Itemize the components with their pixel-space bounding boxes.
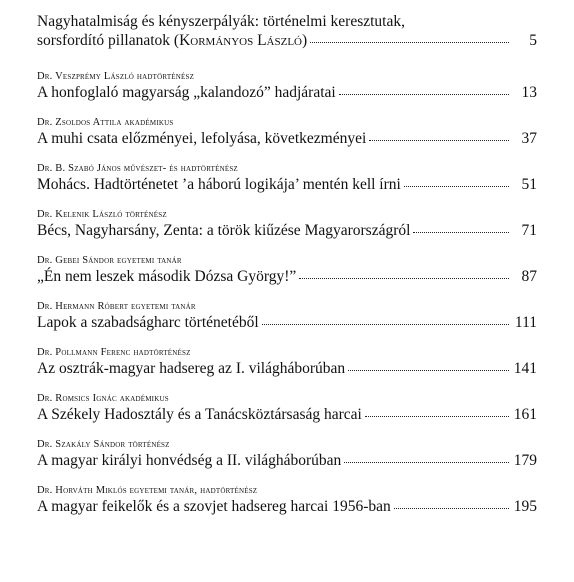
- dot-leader: [365, 416, 509, 417]
- toc-entry: [37, 208, 537, 240]
- entry-line: [37, 405, 537, 424]
- entry-line: [37, 267, 537, 286]
- entry-author: Dr. Zsoldos Attila akadémikus: [37, 117, 174, 128]
- entry-title: „Én nem leszek második Dózsa György!”: [37, 268, 297, 285]
- entry-line: [37, 451, 537, 470]
- entry-line: [37, 497, 537, 516]
- toc-entry: [37, 162, 537, 194]
- dot-leader: [339, 94, 509, 95]
- entry-page-number: 111: [514, 314, 537, 331]
- entry-page-number: 5: [529, 32, 537, 49]
- entry-line: [37, 359, 537, 378]
- entry-title: sorsfordító pillanatok (Kormányos László): [37, 32, 308, 49]
- toc-entry: [37, 300, 537, 332]
- entry-author: Dr. Pollmann Ferenc hadtörténész: [37, 347, 191, 358]
- entry-line: [37, 83, 537, 102]
- toc-entry: [37, 70, 537, 102]
- entry-line: [37, 129, 537, 148]
- entry-page-number: 51: [521, 176, 537, 193]
- entry-title: Bécs, Nagyharsány, Zenta: a török kiűzése Magyarországról: [37, 222, 411, 239]
- dot-leader: [394, 508, 509, 509]
- dot-leader: [413, 232, 509, 233]
- entry-title: Lapok a szabadságharc történetéből: [37, 314, 259, 331]
- dot-leader: [299, 278, 509, 279]
- table-of-contents: [37, 12, 537, 530]
- toc-entry: [37, 484, 537, 516]
- dot-leader: [369, 140, 509, 141]
- entry-author: Dr. Romsics Ignác akadémikus: [37, 393, 169, 404]
- entry-author: Dr. Kelenik László történész: [37, 209, 167, 220]
- entry-page-number: 161: [513, 406, 537, 423]
- entry-author: Dr. Hermann Róbert egyetemi tanár: [37, 301, 196, 312]
- entry-page-number: 195: [513, 498, 537, 515]
- entry-line: [37, 313, 537, 332]
- entry-author: Dr. Szakály Sándor történész: [37, 439, 170, 450]
- entry-title: A muhi csata előzményei, lefolyása, következményei: [37, 130, 367, 147]
- entry-title: A magyar királyi honvédség a II. világháborúban: [37, 452, 342, 469]
- toc-entry: [37, 438, 537, 470]
- toc-entry: [37, 254, 537, 286]
- entry-line: [37, 175, 537, 194]
- entry-title: Mohács. Hadtörténetet ’a háború logikája’ mentén kell írni: [37, 176, 401, 193]
- dot-leader: [344, 462, 509, 463]
- entry-title: A honfoglaló magyarság „kalandozó” hadjáratai: [37, 84, 336, 101]
- entry-title-line-1: Nagyhatalmiság és kényszerpályák: történelmi keresztutak,: [37, 13, 405, 30]
- entry-page-number: 13: [521, 84, 537, 101]
- entry-page-number: 87: [521, 268, 537, 285]
- entry-page-number: 141: [513, 360, 537, 377]
- entry-author: Dr. Gebei Sándor egyetemi tanár: [37, 255, 182, 266]
- entry-page-number: 179: [513, 452, 537, 469]
- toc-entry: [37, 346, 537, 378]
- toc-entry: [37, 116, 537, 148]
- entry-title-line-2: [37, 31, 537, 50]
- dot-leader: [348, 370, 509, 371]
- entry-author: Dr. Horváth Miklós egyetemi tanár, hadtörténész: [37, 485, 258, 496]
- entry-line: [37, 221, 537, 240]
- entry-author: Dr. Veszprémy László hadtörténész: [37, 71, 195, 82]
- entry-author: Dr. B. Szabó János művészet- és hadtörténész: [37, 163, 238, 174]
- entry-author-inline: Kormányos László: [179, 32, 302, 49]
- toc-entry-intro: [37, 12, 537, 50]
- dot-leader: [310, 42, 509, 43]
- entry-title: A Székely Hadosztály és a Tanácsköztársaság harcai: [37, 406, 362, 423]
- entry-title: A magyar feikelők és a szovjet hadsereg harcai 1956-ban: [37, 498, 391, 515]
- dot-leader: [262, 324, 509, 325]
- entry-page-number: 37: [521, 130, 537, 147]
- toc-entry: [37, 392, 537, 424]
- entry-title: Az osztrák-magyar hadsereg az I. világháborúban: [37, 360, 346, 377]
- dot-leader: [404, 186, 509, 187]
- entry-page-number: 71: [521, 222, 537, 239]
